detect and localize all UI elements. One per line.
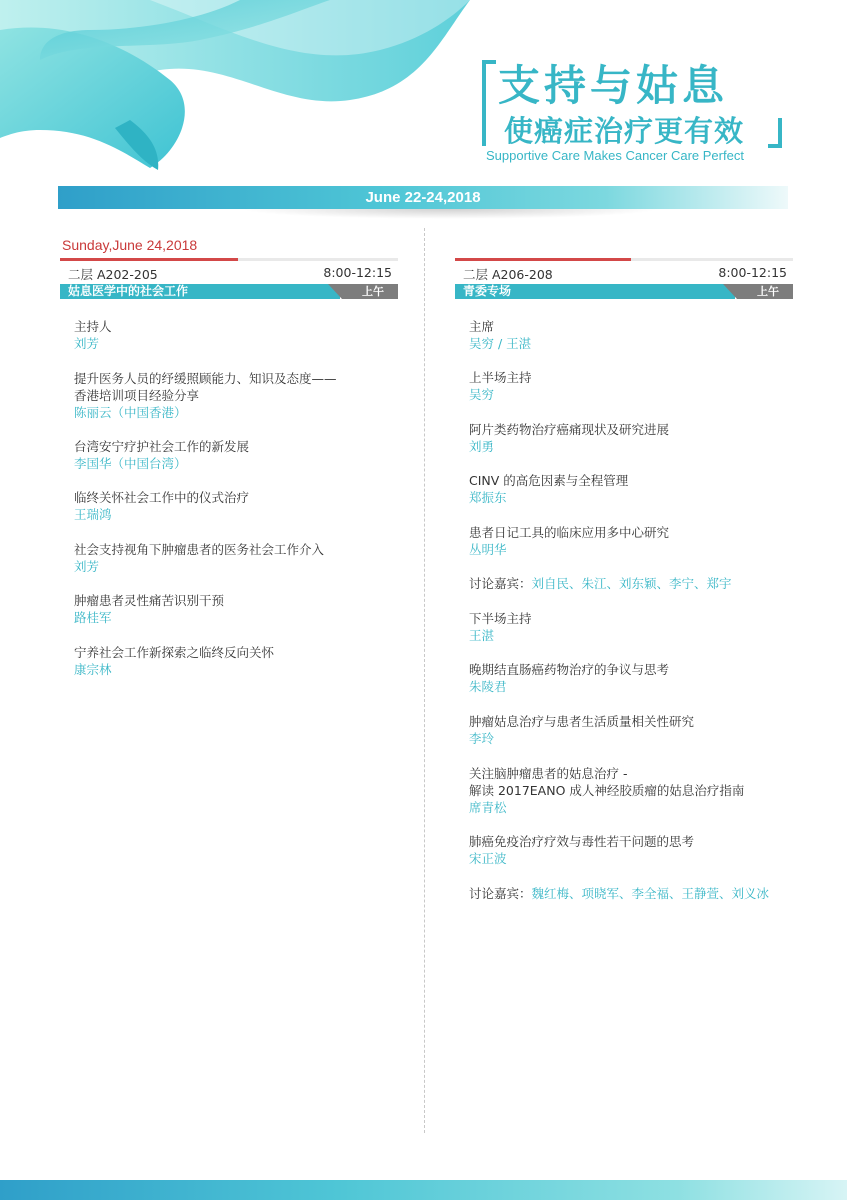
list-item — [74, 644, 404, 678]
list-item — [469, 421, 799, 455]
talk-title: 关注脑肿瘤患者的姑息治疗 - — [469, 766, 628, 781]
conference-title-block — [482, 60, 800, 170]
date-banner — [58, 186, 788, 209]
talk-title: 宁养社会工作新探索之临终反向关怀 — [74, 645, 275, 660]
guests-label: 讨论嘉宾： — [469, 576, 532, 591]
list-item — [74, 541, 404, 575]
talk-speaker: 刘芳 — [74, 336, 100, 351]
talk-title: 社会支持视角下肿瘤患者的医务社会工作介入 — [74, 542, 325, 557]
session-rule — [455, 258, 793, 261]
session-period: 上午 — [362, 285, 384, 298]
column-divider — [424, 228, 425, 1133]
session-title: 青委专场 — [463, 284, 512, 298]
list-item — [74, 318, 404, 352]
talk-title: 台湾安宁疗护社会工作的新发展 — [74, 439, 250, 454]
talk-title-line2: 香港培训项目经验分享 — [74, 388, 200, 403]
date-range: June 22-24,2018 — [365, 189, 481, 206]
list-item — [469, 661, 799, 695]
title-bracket-close — [768, 118, 782, 148]
list-item — [74, 438, 404, 472]
talk-speaker: 宋正波 — [469, 851, 507, 866]
decorative-wave-graphic — [0, 0, 470, 175]
talk-title: 下半场主持 — [469, 611, 532, 626]
talk-speaker: 李国华（中国台湾） — [74, 456, 187, 471]
talk-title: 主持人 — [74, 319, 112, 334]
discussion-guests — [469, 885, 799, 902]
conference-english-title: Supportive Care Makes Cancer Care Perfect — [486, 148, 744, 163]
title-bracket-open — [482, 60, 496, 146]
footer-bar — [0, 1180, 847, 1200]
talk-speaker: 王湛 — [469, 628, 495, 643]
list-item — [469, 765, 799, 816]
guests-label: 讨论嘉宾： — [469, 886, 532, 901]
list-item — [469, 472, 799, 506]
talk-title: 肿瘤患者灵性痛苦识别干预 — [74, 593, 225, 608]
talk-speaker: 丛明华 — [469, 542, 507, 557]
talk-title: 患者日记工具的临床应用多中心研究 — [469, 525, 670, 540]
talk-speaker: 刘勇 — [469, 439, 495, 454]
talk-title: 上半场主持 — [469, 370, 532, 385]
talk-speaker: 王瑞鸿 — [74, 507, 112, 522]
session-period: 上午 — [757, 285, 779, 298]
talk-title: 主席 — [469, 319, 495, 334]
talk-title: 肺癌免疫治疗疗效与毒性若干问题的思考 — [469, 834, 695, 849]
discussion-guests — [469, 575, 799, 592]
talk-speaker: 刘芳 — [74, 559, 100, 574]
talk-title-line2: 解读 2017EANO 成人神经胶质瘤的姑息治疗指南 — [469, 783, 745, 798]
talk-speaker: 吴穷 — [469, 387, 495, 402]
guests-names: 魏红梅、项晓军、李全福、王静萱、刘义冰 — [531, 886, 770, 901]
talk-speaker: 路桂军 — [74, 610, 112, 625]
list-item — [469, 524, 799, 558]
session-room: 二层 A206-208 — [463, 267, 553, 282]
session-time: 8:00-12:15 — [323, 265, 392, 280]
talk-speaker: 席青松 — [469, 800, 507, 815]
talk-title: 晚期结直肠癌药物治疗的争议与思考 — [469, 662, 670, 677]
talk-title: 阿片类药物治疗癌痛现状及研究进展 — [469, 422, 670, 437]
list-item — [469, 713, 799, 747]
list-item — [74, 489, 404, 523]
list-item — [74, 592, 404, 626]
session-rule — [60, 258, 398, 261]
session-title-bar — [455, 284, 793, 299]
session-room: 二层 A202-205 — [68, 267, 158, 282]
day-heading: Sunday,June 24,2018 — [62, 237, 198, 253]
talk-speaker: 康宗林 — [74, 662, 112, 677]
talk-title: 临终关怀社会工作中的仪式治疗 — [74, 490, 250, 505]
list-item — [469, 369, 799, 403]
talk-speaker: 朱陵君 — [469, 679, 507, 694]
session-time: 8:00-12:15 — [718, 265, 787, 280]
session-header — [455, 258, 793, 302]
guests-names: 刘自民、朱江、刘东颖、李宁、郑宇 — [531, 576, 732, 591]
session-title-bar — [60, 284, 398, 299]
conference-subtitle: 使癌症治疗更有效 — [504, 114, 745, 148]
talk-speaker: 陈丽云（中国香港） — [74, 405, 187, 420]
session-left — [60, 258, 398, 677]
list-item — [74, 370, 404, 421]
talk-title: CINV 的高危因素与全程管理 — [469, 473, 629, 488]
banner-shadow — [240, 209, 660, 219]
talk-title: 肿瘤姑息治疗与患者生活质量相关性研究 — [469, 714, 695, 729]
session-right — [455, 258, 793, 901]
talk-speaker: 李玲 — [469, 731, 495, 746]
talk-speaker: 吴穷 / 王湛 — [469, 336, 532, 351]
session-title: 姑息医学中的社会工作 — [68, 284, 189, 298]
talk-speaker: 郑振东 — [469, 490, 507, 505]
session-header — [60, 258, 398, 302]
list-item — [469, 610, 799, 644]
talk-title: 提升医务人员的纾缓照顾能力、知识及态度—— — [74, 371, 337, 386]
conference-title: 支持与姑息 — [498, 61, 729, 110]
list-item — [469, 833, 799, 867]
list-item — [469, 318, 799, 352]
